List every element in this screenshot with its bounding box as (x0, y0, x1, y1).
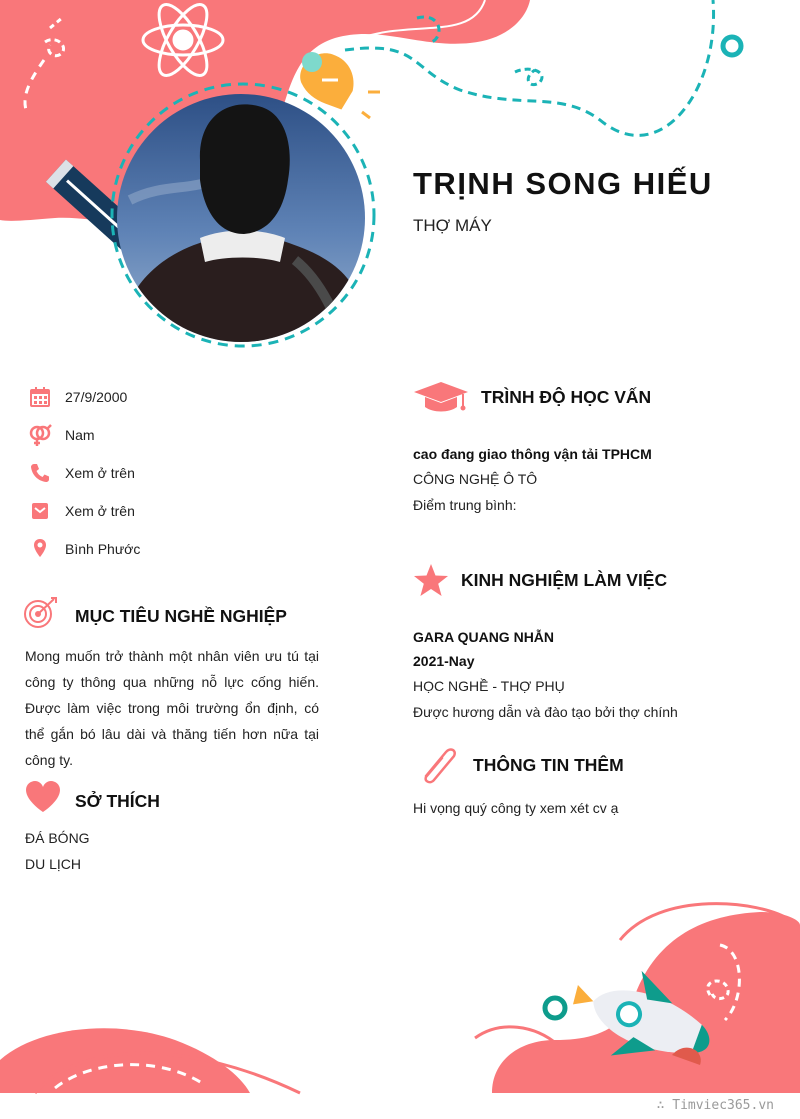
hobbies-title: SỞ THÍCH (75, 791, 160, 811)
phone-value: Xem ở trên (65, 465, 135, 481)
phone-icon (28, 461, 52, 485)
hobby-item: DU LỊCH (25, 856, 82, 872)
experience-description: Được hương dẫn và đào tạo bởi thợ chính (413, 704, 678, 720)
ring-icon-bottom (545, 998, 565, 1018)
gender-value: Nam (65, 427, 95, 443)
watermark: ∴ Timviec365.vn (656, 1098, 774, 1113)
paperclip-icon (416, 744, 460, 786)
education-major: CÔNG NGHỆ Ô TÔ (413, 471, 538, 487)
hobby-item: ĐÁ BÓNG (25, 830, 90, 846)
objective-title: MỤC TIÊU NGHỀ NGHIỆP (75, 606, 287, 626)
calendar-icon (28, 385, 52, 409)
ring-icon (723, 37, 741, 55)
experience-period: 2021-Nay (413, 653, 475, 669)
experience-position: HỌC NGHỀ - THỢ PHỤ (413, 678, 565, 694)
additional-text: Hi vọng quý công ty xem xét cv ạ (413, 800, 619, 816)
email-icon (28, 499, 52, 523)
contact-phone (28, 461, 135, 485)
location-pin-icon (28, 537, 52, 561)
star-icon (413, 563, 449, 597)
address-value: Bình Phước (65, 541, 141, 557)
experience-title: KINH NGHIỆM LÀM VIỆC (461, 570, 668, 590)
contact-gender (28, 423, 95, 447)
email-value: Xem ở trên (65, 503, 135, 519)
additional-title: THÔNG TIN THÊM (473, 755, 624, 775)
birthdate-value: 27/9/2000 (65, 389, 128, 405)
education-gpa: Điểm trung bình: (413, 497, 517, 513)
contact-address (28, 537, 140, 561)
education-title: TRÌNH ĐỘ HỌC VẤN (481, 387, 652, 407)
contact-email (28, 499, 135, 523)
experience-company: GARA QUANG NHẪN (413, 629, 555, 645)
heart-icon (24, 780, 62, 814)
education-school: cao đang giao thông vận tải TPHCM (413, 446, 652, 462)
target-icon (24, 596, 58, 630)
candidate-name: TRỊNH SONG HIẾU (413, 166, 713, 201)
contact-birthdate (28, 385, 127, 409)
job-title: THỢ MÁY (413, 216, 492, 235)
graduation-cap-icon (413, 380, 469, 414)
gender-icon (28, 423, 52, 447)
lightbulb-icon (293, 45, 380, 121)
objective-text: Mong muốn trở thành một nhân viên ưu tú tại công ty thông qua những nỗ lực cống hiến. Được làm việc trong môi trường ổn định, có thể gắn bó lâu dài và thăng tiến hơn nữa tại công ty. (25, 648, 319, 768)
